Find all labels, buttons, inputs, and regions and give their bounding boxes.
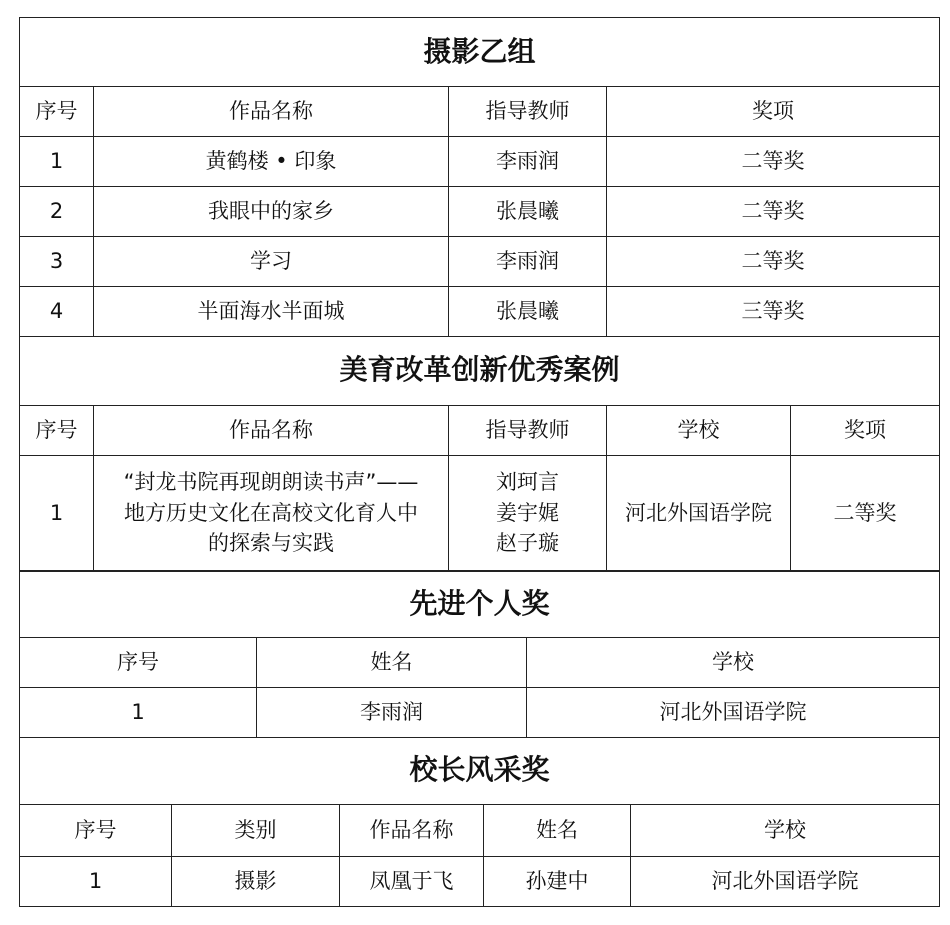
cell: 张晨曦 <box>449 187 607 237</box>
header-cell: 学校 <box>631 804 940 856</box>
header-cell: 作品名称 <box>340 804 484 856</box>
teacher-name: 赵子璇 <box>496 531 559 556</box>
work-title-line: 地方历史文化在高校文化育人中 <box>124 500 418 525</box>
header-cell: 指导教师 <box>449 405 607 455</box>
cell: 李雨润 <box>257 688 527 738</box>
cell: 凤凰于飞 <box>340 856 484 906</box>
header-cell: 学校 <box>607 405 791 455</box>
table-row <box>20 287 940 337</box>
cell: 1 <box>20 856 172 906</box>
header-cell: 奖项 <box>791 405 940 455</box>
header-cell: 序号 <box>20 638 257 688</box>
cell: 孙建中 <box>484 856 631 906</box>
cell: 二等奖 <box>607 137 940 187</box>
cell: 河北外国语学院 <box>607 455 791 571</box>
header-cell: 序号 <box>20 87 94 137</box>
section-title: 先进个人奖 <box>20 571 940 638</box>
teacher-name: 姜宇娓 <box>496 500 559 525</box>
cell: 河北外国语学院 <box>527 688 940 738</box>
awards-document <box>19 17 939 907</box>
work-title-cell <box>94 455 449 571</box>
cell: 二等奖 <box>607 237 940 287</box>
cell: 1 <box>20 455 94 571</box>
cell: 二等奖 <box>607 187 940 237</box>
section-title: 校长风采奖 <box>20 737 940 804</box>
cell: 1 <box>20 688 257 738</box>
table-row <box>20 688 940 738</box>
teacher-name: 刘珂言 <box>496 470 559 495</box>
section-title: 美育改革创新优秀案例 <box>20 336 940 405</box>
cell: 三等奖 <box>607 287 940 337</box>
header-cell: 类别 <box>172 804 340 856</box>
aesthetic-education-cases-table <box>19 336 940 572</box>
cell: 摄影 <box>172 856 340 906</box>
header-cell: 姓名 <box>257 638 527 688</box>
header-row <box>20 804 940 856</box>
advanced-individual-table <box>19 570 940 738</box>
cell: 1 <box>20 137 94 187</box>
table-row <box>20 856 940 906</box>
cell: 张晨曦 <box>449 287 607 337</box>
cell: 河北外国语学院 <box>631 856 940 906</box>
header-cell: 指导教师 <box>449 87 607 137</box>
header-row <box>20 638 940 688</box>
cell: 2 <box>20 187 94 237</box>
header-row <box>20 405 940 455</box>
cell: 4 <box>20 287 94 337</box>
teachers-cell <box>449 455 607 571</box>
table-row <box>20 237 940 287</box>
table-row <box>20 455 940 571</box>
cell: 黄鹤楼 • 印象 <box>94 137 449 187</box>
principal-style-award-table <box>19 737 940 907</box>
cell: 学习 <box>94 237 449 287</box>
cell: 二等奖 <box>791 455 940 571</box>
header-cell: 作品名称 <box>94 405 449 455</box>
cell: 半面海水半面城 <box>94 287 449 337</box>
header-cell: 奖项 <box>607 87 940 137</box>
table-row <box>20 187 940 237</box>
cell: 3 <box>20 237 94 287</box>
cell: 李雨润 <box>449 237 607 287</box>
header-cell: 学校 <box>527 638 940 688</box>
section-title: 摄影乙组 <box>20 18 940 87</box>
header-cell: 序号 <box>20 804 172 856</box>
header-row <box>20 87 940 137</box>
header-cell: 序号 <box>20 405 94 455</box>
work-title-line: “封龙书院再现朗朗读书声”—— <box>123 470 419 495</box>
header-cell: 姓名 <box>484 804 631 856</box>
table-row <box>20 137 940 187</box>
header-cell: 作品名称 <box>94 87 449 137</box>
cell: 我眼中的家乡 <box>94 187 449 237</box>
work-title-line: 的探索与实践 <box>208 531 334 556</box>
cell: 李雨润 <box>449 137 607 187</box>
photography-group-b-table <box>19 17 940 337</box>
